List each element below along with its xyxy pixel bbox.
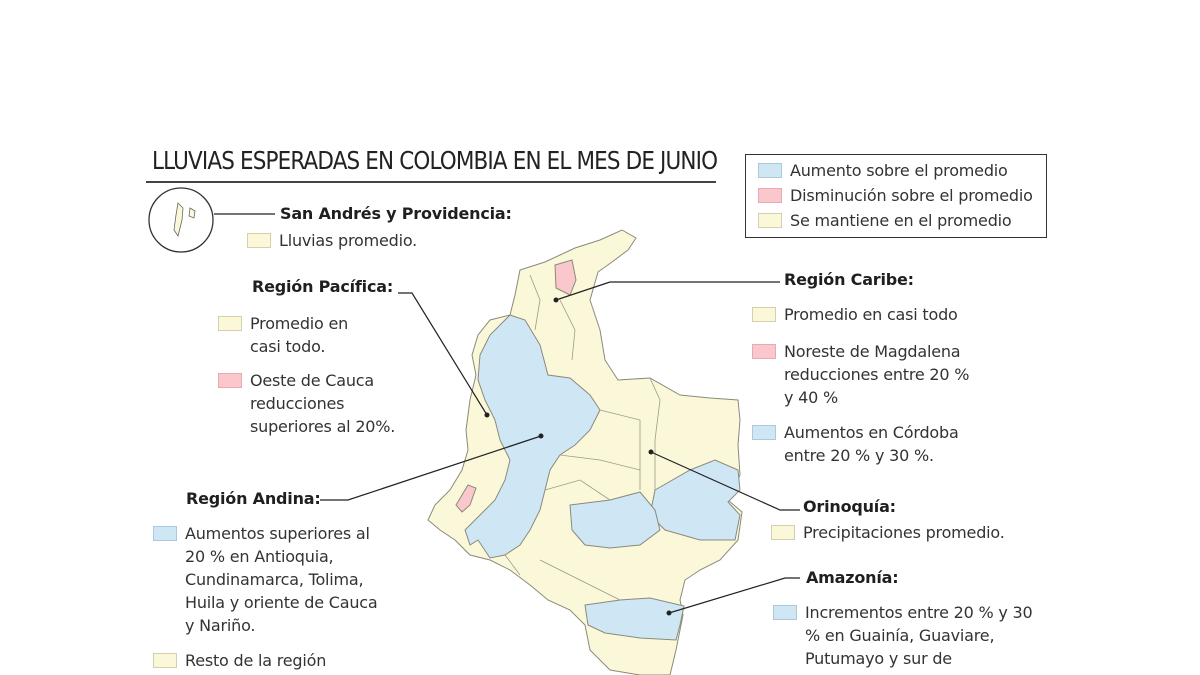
pacifica-item-1: Promedio en casi todo. xyxy=(218,312,368,358)
swatch-blue xyxy=(752,425,776,440)
swatch-pink xyxy=(218,373,242,388)
orinoquia-header: Orinoquía: xyxy=(803,497,896,516)
caribe-item-1: Promedio en casi todo xyxy=(752,303,1012,326)
caribe-header: Región Caribe: xyxy=(784,270,914,289)
andina-item-1: Aumentos superiores al 20 % en Antioquia, Cundinamarca, Tolima, Huila y oriente de Cauca y Nariño. xyxy=(153,522,388,637)
swatch-yellow xyxy=(247,233,271,248)
caribe-item-2: Noreste de Magdalena reducciones entre 20 % y 40 % xyxy=(752,340,977,409)
caribe-item-3: Aumentos en Córdoba entre 20 % y 30 %. xyxy=(752,421,972,467)
san-andres-header: San Andrés y Providencia: xyxy=(280,204,512,223)
swatch-yellow xyxy=(752,307,776,322)
swatch-yellow xyxy=(153,653,177,668)
page-title: LLUVIAS ESPERADAS EN COLOMBIA EN EL MES DE JUNIO xyxy=(152,146,718,175)
andina-item-2: Resto de la región xyxy=(153,649,388,672)
title-underline xyxy=(146,181,716,183)
legend-item-decrease: Disminución sobre el promedio xyxy=(758,184,1033,206)
pacifica-item-2: Oeste de Cauca reducciones superiores al 20%. xyxy=(218,369,418,438)
amazonia-header: Amazonía: xyxy=(806,568,899,587)
swatch-yellow xyxy=(771,525,795,540)
san-andres-item: Lluvias promedio. xyxy=(247,229,417,252)
pacifica-header: Región Pacífica: xyxy=(252,277,394,296)
orinoquia-item: Precipitaciones promedio. xyxy=(771,521,1031,544)
swatch-blue xyxy=(153,526,177,541)
swatch-pink xyxy=(752,344,776,359)
swatch-yellow xyxy=(218,316,242,331)
legend-swatch-blue xyxy=(758,163,782,178)
swatch-blue xyxy=(773,605,797,620)
legend-swatch-pink xyxy=(758,188,782,203)
legend-item-average: Se mantiene en el promedio xyxy=(758,209,1012,231)
amazonia-item: Incrementos entre 20 % y 30 % en Guainía, Guaviare, Putumayo y sur de xyxy=(773,601,1033,670)
map-legend xyxy=(745,154,1047,238)
andina-header: Región Andina: xyxy=(186,489,321,508)
legend-item-increase: Aumento sobre el promedio xyxy=(758,159,1008,181)
legend-swatch-yellow xyxy=(758,213,782,228)
